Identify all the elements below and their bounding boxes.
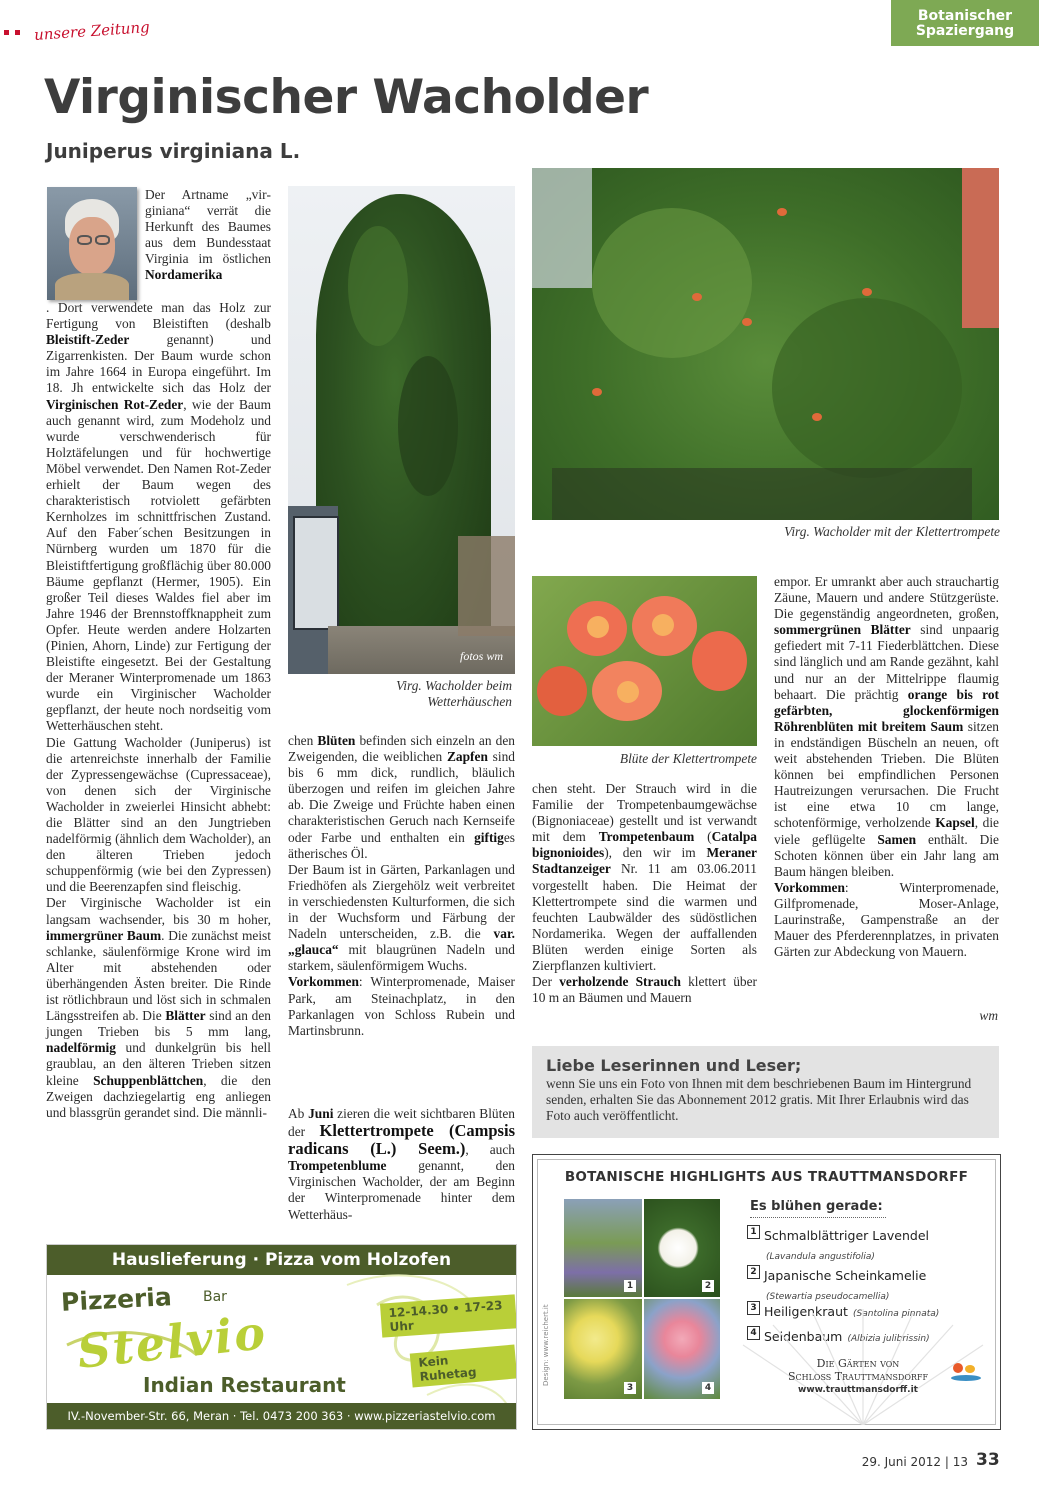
bold-term: Samen [877, 831, 917, 847]
text-run: klettert über 10 m an Bäumen und Mauern [532, 974, 757, 1006]
text-run: genannt) und Zigarrenkisten. Der Baum wurde schon im Jahre 1664 in Europa eingeführt. Im 18. Jh entwickelte sich das Holz der [46, 332, 271, 396]
bold-term: Blätter [165, 1008, 206, 1024]
photo-number-1: 1 [624, 1280, 636, 1292]
text-run: Der Artname „virginiana“ verrät die Herkunft des Baumes aus dem Bundesstaat Virginia im östlichen [145, 187, 271, 267]
author-signature: wm [979, 1008, 998, 1023]
paragraph-kulturformen [288, 862, 515, 975]
section-tag-line1: Botanischer [917, 8, 1013, 24]
garden-logo-icon [951, 1363, 981, 1383]
photo-credit: fotos wm [459, 649, 503, 663]
paragraph-genus: Die Gattung Wacholder (Juniperus) ist die artenreichste innerhalb der Familie der Zypressengewächse (Cupressaceae), von denen sich der Virginische Wacholder in zweierlei Hinsicht abhebt: die Blätter sind an den Jungtrieben nadelförmig (ähnlich dem Wacholder), an den älteren Trieben jedoch schuppenförmig (wie bei den Zypressen) und die Beerenzapfen sind fleischig. [46, 734, 271, 895]
bloom-item-1 [747, 1225, 987, 1265]
bold-term: Nordamerika [145, 267, 223, 283]
column-1-intro [145, 187, 271, 284]
bloom-number: 3 [747, 1301, 760, 1315]
column-4 [774, 574, 999, 960]
garden-line-2: Schloss Trauttmansdorff [787, 1370, 929, 1383]
bold-term: var. „glauca“ [288, 926, 515, 958]
garden-line-1: Die Gärten von [816, 1357, 900, 1370]
bold-term: Virginischen Rot-Zeder [46, 396, 184, 412]
bloom-number: 2 [747, 1265, 760, 1279]
bold-term: nadelförmig [46, 1040, 116, 1056]
bloom-number: 4 [747, 1326, 760, 1340]
bold-term: Juni [308, 1106, 334, 1121]
section-tag-line2: Spaziergang [915, 23, 1015, 39]
article-subtitle: Juniperus virginiana L. [46, 139, 301, 163]
bloom-name: Seidenbaum [764, 1329, 843, 1344]
pizzeria-footer: IV.-November-Str. 66, Meran · Tel. 0473 200 363 · www.pizzeriastelvio.com [47, 1403, 516, 1429]
bold-term: giftig [474, 829, 504, 845]
bloom-latin: (Santolina pinnata) [853, 1309, 940, 1319]
bold-term: Vorkommen [774, 879, 845, 895]
text-run: ), den wir im [604, 845, 707, 861]
text-run: genannt, den Virginischen Wacholder, der am Beginn der Winterpromenade hinter dem Wetterhäus- [288, 1158, 515, 1222]
paragraph-intro-a [145, 187, 271, 284]
text-run: sitzen in endständigen Büscheln an neuen, oft weit abstehenden Trieben. Die Blüten können bei empfindlichen Personen Hautreizungen verursachen. Die Frucht ist eine etwa 10 cm lange, schotenförmige, verholzende [774, 718, 999, 831]
text-run: chen steht. Der Strauch wird in die Familie der Trompetenbaumgewächse (Bignoniaceae) gestellt und ist verwandt mit dem [532, 781, 757, 845]
text-run: : Winterpromenade, Gilfpromenade, Moser-Anlage, Laurinstraße, Gampenstraße an der Mauer des Pferderennplatzes, in privaten Gärten zur Abdeckung von Mauern. [774, 879, 999, 960]
tree-photo [288, 186, 515, 674]
bold-term: Zapfen [446, 749, 488, 765]
pizzeria-banner: Hauslieferung · Pizza vom Holzofen [47, 1245, 516, 1275]
text-run: , auch [465, 1142, 515, 1158]
text-run: mit blaugrünen Nadeln und starkem, säulenförmigem Wuchs. [288, 942, 515, 974]
text-run: Ab [288, 1106, 309, 1121]
section-tag [891, 0, 1039, 46]
article-title: Virginischer Wacholder [44, 70, 649, 125]
paragraph-strauch [532, 974, 757, 1006]
column-3 [532, 781, 757, 1006]
bloom-name: Japanische Scheinkamelie [764, 1268, 927, 1283]
bloom-subtitle: Es blühen gerade: [750, 1199, 886, 1218]
photo-santolina [564, 1299, 642, 1399]
text-run: . Die zunächst meist schlanke, säulenförmige Krone wird im Alter mit abstehenden oder überhängenden Ästen breiter. Die Rinde ist rötlichbraun und löst sich in schmalen Längsstreifen ab. Die [46, 927, 271, 1024]
paragraph-intro-b [46, 300, 271, 735]
bold-term: sommergrünen Blätter [774, 622, 911, 638]
text-run: , die den Zweigen dachziegelartig eng anliegen und blassgrün gerandet sind. Die männli- [46, 1072, 271, 1120]
bold-term: Schuppenblättchen [93, 1072, 204, 1088]
text-run: sind unpaarig gefiedert mit 7-11 Fiederblättchen. Diese sind länglich und am Rande gezähnt, kahl und nur an der Mittelrippe flaumig behaart. Die prächtig [774, 622, 999, 702]
paragraph-blueten [288, 733, 515, 862]
text-run: : Winterpromenade, Maiser Park, am Steinachplatz, in den Parkanlagen von Schloss Rubein und Martinsbrunn. [288, 974, 515, 1038]
text-run: enthält. Die Schoten können über ein Jahr lang am Baum hängen bleiben. [774, 831, 999, 879]
text-run: . Dort verwendete man das Holz zur Fertigung von Bleistiften (deshalb [46, 300, 271, 332]
bold-term: Trompetenbaum [598, 829, 695, 845]
bold-term: Meraner Stadtanzeiger [532, 845, 757, 877]
bold-term: orange bis rot gefärbten, glockenförmigen Röhrenblüten mit breitem Saum [774, 686, 1000, 734]
pizzeria-bar: Bar [203, 1289, 227, 1305]
text-run: zieren die weit sichtbaren Blüten der [288, 1106, 515, 1140]
text-run: sind an den jungen Trieben bis 5 mm lang, [46, 1008, 271, 1040]
bloom-number: 1 [747, 1225, 760, 1239]
paragraph-klettertrompete [288, 1106, 515, 1223]
text-run: Der Baum ist in Gärten, Parkanlagen und Friedhöfen als Ziergehölz weit verbreitet in verschiedensten Kulturformen, die sich in der Wuchsform und Färbung der Nadeln unterscheiden, z.B. die [288, 861, 515, 942]
indian-restaurant: Indian Restaurant [143, 1373, 346, 1397]
design-credit: Design: www.reichert.it [542, 1304, 550, 1386]
bloom-item-2 [747, 1265, 987, 1301]
text-run: Der Virginische Wacholder ist ein langsam wachsender, bis 30 m hoher, [46, 895, 271, 927]
red-dots-marker [4, 30, 26, 36]
author-portrait [47, 187, 137, 300]
trauttmansdorff-ad [532, 1154, 1001, 1430]
caption-top: Virg. Wacholder mit der Klettertrompete [784, 524, 1000, 539]
paragraph-vorkommen-2 [774, 880, 999, 960]
reader-box [532, 1046, 999, 1138]
page-number: 33 [976, 1450, 1000, 1470]
bloom-latin: (Albizia julibrissin) [847, 1334, 930, 1344]
bold-term: Vorkommen [288, 974, 359, 990]
text-run: , die viele geflügelte [774, 815, 1000, 847]
text-run: es ätherisches Öl. [288, 829, 515, 861]
text-run: ( [694, 829, 712, 845]
garden-url: www.trauttmansdorff.it [798, 1385, 918, 1395]
photo-lavender [564, 1199, 642, 1297]
paragraph-vorkommen [288, 974, 515, 1038]
text-run: Nr. 11 am 03.06.2011 vorgestellt haben. Die Heimat der Klettertrompete sind die warmen und feuchten Laubwälder des südöstlichen Nordamerika. Wegen der auffallenden Blüten werden einige Sorten als Zierpflanzen kultiviert. [532, 861, 757, 974]
bold-term-large: Klettertrompete (Campsis radicans (L.) Seem.) [288, 1121, 515, 1159]
text-run: chen [288, 733, 318, 748]
photo-number-3: 3 [624, 1382, 636, 1394]
issue-date: 29. Juni 2012 | 13 [861, 1455, 968, 1469]
bold-term: Kapsel [935, 815, 975, 831]
caption-tree: Virg. Wacholder beim Wetterhäuschen [396, 678, 512, 709]
bold-term: Trompetenblume [288, 1158, 387, 1174]
bloom-latin: (Stewartia pseudocamellia) [766, 1292, 890, 1302]
paragraph-description [46, 895, 271, 1120]
photo-number-2: 2 [702, 1280, 714, 1292]
pizzeria-script-name: Stelvio [74, 1305, 270, 1379]
photo-albizia [644, 1299, 720, 1399]
photo-camellia [644, 1199, 720, 1297]
column-1 [46, 300, 271, 1121]
bloom-name: Schmalblättriger Lavendel [764, 1228, 929, 1243]
climber-photo [532, 168, 999, 520]
flower-photo [532, 576, 757, 746]
bloom-latin: (Lavandula angustifolia) [766, 1252, 875, 1262]
bold-term: Blüten [317, 733, 356, 748]
newspaper-logo: unsere Zeitung [33, 17, 151, 45]
caption-flower: Blüte der Klettertrompete [619, 751, 757, 766]
pizzeria-name: Pizzeria [60, 1282, 173, 1317]
text-run: und dunkelgrün bis hell graublau, an den älteren Trieben sitzen kleine [46, 1040, 271, 1088]
text-run: befinden sich einzeln an den Zweigenden, die weiblichen [288, 733, 515, 765]
column-2 [288, 733, 515, 1039]
reader-box-title: Liebe Leserinnen und Leser; [546, 1056, 802, 1075]
bold-term: Catalpa bignonioides [532, 829, 757, 861]
trauttmansdorff-logo-text [773, 1357, 943, 1395]
bloom-name: Heiligenkraut [764, 1304, 848, 1319]
text-run: empor. Er umrankt aber auch strauchartig Zäune, Mauern und andere Stützgerüste. Die gegenständig angeordneten, großen, [774, 574, 999, 622]
pizzeria-hours: 12-14.30 • 17-23 Uhr [380, 1294, 517, 1337]
paragraph-blaetter [774, 574, 999, 880]
paragraph-familie [532, 781, 757, 974]
text-run: , wie der Baum auch genannt wird, zum Modeholz und wurde verschwenderisch für Holztäfelungen und für hochwertige Möbel verwendet. Den Namen Rot-Zeder erhielt der Baum wegen des charakteristisch rotviolett gefärbten Kernholzes im schnittfrischen Zustand. Auf den Faber´schen Besitzungen in Nürnberg wurden um 1870 für die Bleistiftfertigung großflächig über 80.000 Bäume gepflanzt (Hermer, 1905). Ein großer Teil dieses Waldes fiel aber im Jahre 1946 der Brennstoffknappheit zum Opfer. Heute werden andere Holzarten (Pinien, Ahorn, Linde) zur Fertigung der Bleistifte eingesetzt. Bei der Gestaltung der Meraner Winterpromenade um 1863 wurde ein Virginischer Wacholder gepflanzt, der heute noch nordseitig vom Wetterhäuschen steht. [46, 396, 271, 734]
bold-term: verholzende Strauch [559, 974, 681, 990]
trauttmansdorff-title: BOTANISCHE HIGHLIGHTS AUS TRAUTTMANSDORFF [564, 1169, 969, 1185]
bold-term: immergrüner Baum [46, 927, 162, 943]
photo-number-4: 4 [702, 1382, 714, 1394]
pizzeria-no-rest: Kein Ruhetag [410, 1344, 517, 1387]
bold-term: Bleistift-Zeder [46, 332, 130, 348]
text-run: sind bis 6 mm dick, rundlich, bläulich überzogen und reifen im gleichen Jahre ab. Die Zweige und Früchte haben einen charakteristischen Geruch nach Kernseife oder Farbe und enthalten ein [288, 749, 516, 845]
reader-box-text: wenn Sie uns ein Foto von Ihnen mit dem beschriebenen Baum im Hintergrund senden, erhalten Sie das Abonnement 2012 gratis. Mit Ihrer Erlaubnis wird das Foto auch veröffentlicht. [546, 1076, 972, 1123]
pizzeria-ad [46, 1244, 517, 1430]
text-run: Der [532, 974, 560, 990]
column-2-lower [288, 1106, 515, 1223]
